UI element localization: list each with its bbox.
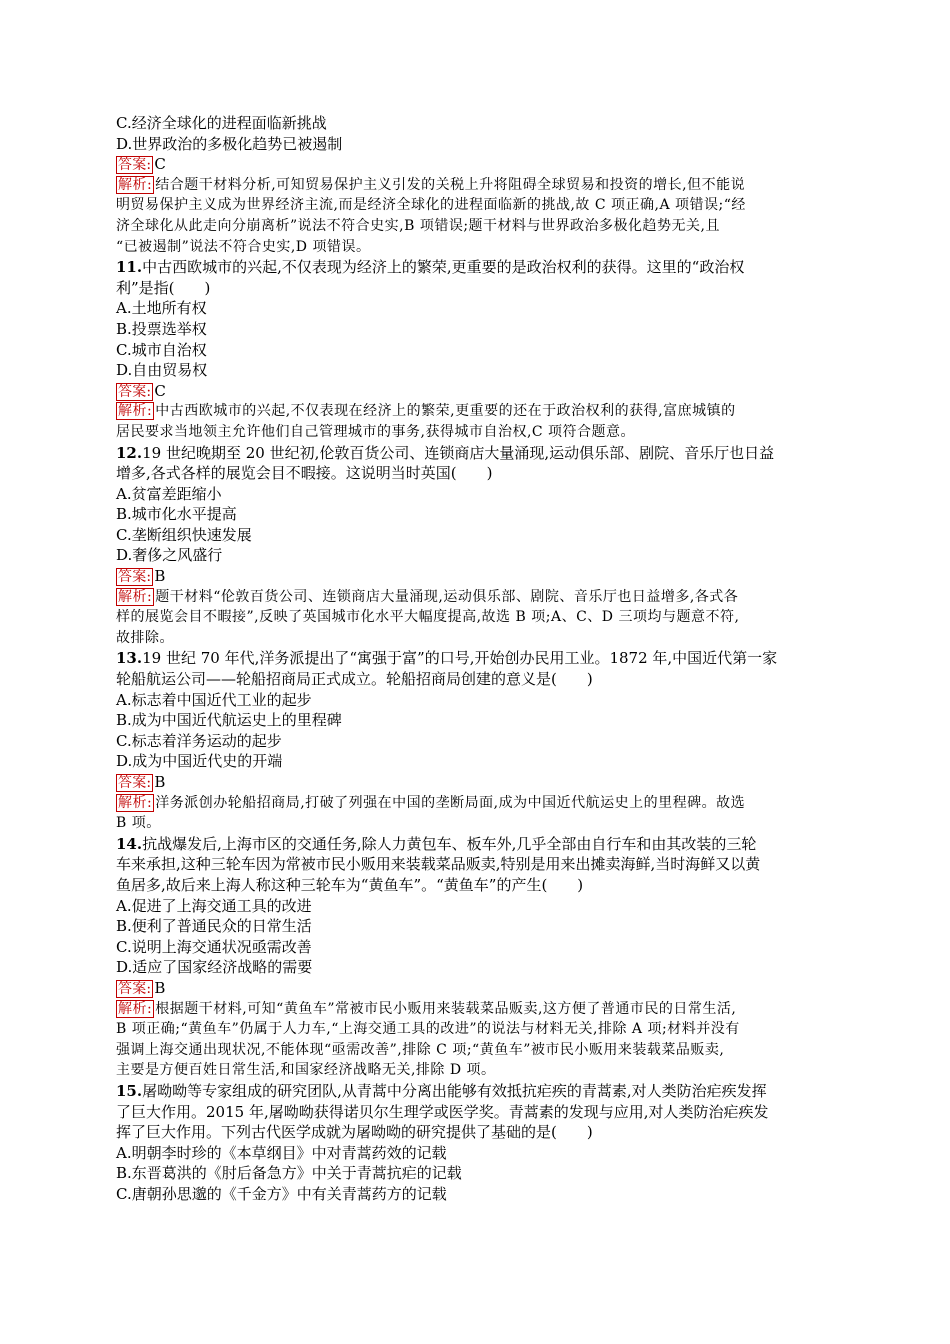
option: C.垄断组织快速发展 — [116, 525, 252, 544]
option: D.适应了国家经济战略的需要 — [116, 958, 313, 977]
analysis-line: B 项。 — [116, 815, 161, 832]
analysis-line: B 项正确;“黄鱼车”仍属于人力车,“上海交通工具的改进”的说法与材料无关,排除 A 项;材料并没有 — [116, 1021, 740, 1038]
option: D.成为中国近代史的开端 — [116, 752, 283, 771]
option: B.投票选举权 — [116, 319, 207, 338]
analysis-line: 明贸易保护主义成为世界经济主流,而是经济全球化的进程面临新的挑战,故 C 项正确,A 项错误;“经 — [116, 197, 746, 214]
answer-value: B — [154, 567, 166, 586]
answer-tag: 答案: — [118, 157, 152, 174]
option: B.东晋葛洪的《肘后备急方》中关于青蒿抗疟的记载 — [116, 1164, 462, 1183]
analysis-tag: 解析: — [118, 1000, 153, 1017]
option: B.城市化水平提高 — [116, 505, 237, 524]
question-stem: 利”是指( ) — [116, 278, 211, 297]
analysis-line: 解析: 洋务派创办轮船招商局,打破了列强在中国的垄断局面,成为中国近代航运史上的里程碑。故选 — [118, 794, 746, 811]
analysis-line: 样的展览会目不暇接”,反映了英国城市化水平大幅度提高,故选 B 项;A、C、D 三项均与题意不符, — [116, 609, 740, 626]
question-number: 15 — [116, 1081, 137, 1100]
question-number: 14 — [116, 834, 137, 853]
answer-value: C — [154, 155, 167, 174]
analysis-line: “已被遏制”说法不符合史实,D 项错误。 — [116, 238, 371, 255]
analysis-line: 居民要求当地领主允许他们自己管理城市的事务,获得城市自治权,C 项符合题意。 — [116, 423, 636, 440]
answer-value: B — [154, 773, 166, 791]
question-number: 12 — [116, 443, 137, 462]
option: A.明朝李时珍的《本草纲目》中对青蒿药效的记载 — [116, 1143, 447, 1162]
question-stem: 增多,各式各样的展览会目不暇接。这说明当时英国( ) — [116, 464, 493, 483]
analysis-line: 主要是方便百姓日常生活,和国家经济战略无关,排除 D 项。 — [116, 1062, 496, 1079]
answer-line — [116, 154, 836, 175]
analysis-line: 解析: 结合题干材料分析,可知贸易保护主义引发的关税上升将阻碍全球贸易和投资的增长,但不能说 — [118, 176, 746, 193]
option: D.奢侈之风盛行 — [116, 546, 223, 565]
answer-line — [116, 381, 836, 402]
option: B.成为中国近代航运史上的里程碑 — [116, 711, 342, 730]
answer-tag: 答案: — [118, 383, 152, 400]
option: A.标志着中国近代工业的起步 — [116, 690, 312, 709]
analysis-tag: 解析: — [118, 588, 153, 605]
analysis-tag: 解析: — [118, 176, 153, 193]
option: A.土地所有权 — [116, 299, 207, 318]
question-stem: 15.屠呦呦等专家组成的研究团队,从青蒿中分离出能够有效抵抗疟疾的青蒿素,对人类防治疟疾发挥 — [116, 1081, 767, 1100]
answer-tag: 答案: — [118, 980, 152, 997]
option: A.促进了上海交通工具的改进 — [116, 896, 312, 915]
analysis — [116, 175, 836, 257]
question-13 — [116, 648, 836, 833]
answer-tag: 答案: — [118, 775, 152, 791]
option: D.世界政治的多极化趋势已被遏制 — [116, 134, 343, 153]
question-stem: 13.19 世纪 70 年代,洋务派提出了“寓强于富”的口号,开始创办民用工业。1872 年,中国近代第一家 — [116, 649, 778, 668]
question-stem: 12.19 世纪晚期至 20 世纪初,伦敦百货公司、连锁商店大量涌现,运动俱乐部、剧院、音乐厅也日益 — [116, 443, 775, 462]
question-stem: 鱼居多,故后来上海人称这种三轮车为“黄鱼车”。“黄鱼车”的产生( ) — [116, 875, 584, 894]
analysis-line: 济全球化从此走向分崩离析”说法不符合史实,B 项错误;题干材料与世界政治多极化趋势无关,且 — [116, 217, 721, 234]
question-stem: 轮船航运公司——轮船招商局正式成立。轮船招商局创建的意义是( ) — [116, 670, 593, 689]
question-11 — [116, 257, 836, 442]
answer-line — [116, 566, 836, 587]
analysis-line: 强调上海交通出现状况,不能体现“亟需改善”,排除 C 项;“黄鱼车”被市民小贩用来装载菜品贩卖, — [116, 1041, 725, 1058]
option: C.经济全球化的进程面临新挑战 — [116, 114, 327, 132]
answer-line — [116, 978, 836, 999]
option: A.贫富差距缩小 — [116, 484, 222, 503]
answer-tag: 答案: — [118, 569, 152, 586]
analysis-line: 解析: 中古西欧城市的兴起,不仅表现在经济上的繁荣,更重要的还在于政治权利的获得,富庶城镇的 — [118, 403, 736, 420]
question-stem: 11.中古西欧城市的兴起,不仅表现为经济上的繁荣,更重要的是政治权利的获得。这里的“政治权 — [116, 258, 745, 277]
question-10-continuation — [116, 113, 836, 257]
question-stem: 挥了巨大作用。下列古代医学成就为屠呦呦的研究提供了基础的是( ) — [116, 1123, 593, 1142]
option: B.便利了普通民众的日常生活 — [116, 917, 312, 936]
analysis-line: 故排除。 — [116, 629, 174, 646]
answer-value: B — [154, 978, 166, 997]
question-15 — [116, 1081, 836, 1205]
analysis-tag: 解析: — [118, 794, 153, 811]
analysis-line: 解析: 题干材料“伦敦百货公司、连锁商店大量涌现,运动俱乐部、剧院、音乐厅也日益增多,各式各 — [118, 588, 739, 605]
question-12 — [116, 443, 836, 649]
answer-value: C — [154, 381, 167, 400]
question-number: 13 — [116, 649, 137, 668]
question-stem: 14.抗战爆发后,上海市区的交通任务,除人力黄包车、板车外,几乎全部由自行车和由其改装的三轮 — [116, 834, 757, 853]
analysis-tag: 解析: — [118, 403, 153, 420]
option: C.说明上海交通状况亟需改善 — [116, 937, 312, 956]
question-number: 11 — [116, 258, 137, 277]
answer-line — [116, 772, 836, 793]
question-stem: 了巨大作用。2015 年,屠呦呦获得诺贝尔生理学或医学奖。青蒿素的发现与应用,对人类防治疟疾发 — [116, 1102, 769, 1121]
option: C.城市自治权 — [116, 340, 207, 359]
question-stem: 车来承担,这种三轮车因为常被市民小贩用来装载菜品贩卖,特别是用来出摊卖海鲜,当时海鲜又以黄 — [116, 855, 761, 874]
option: D.自由贸易权 — [116, 361, 208, 380]
question-14 — [116, 834, 836, 1081]
analysis-line: 解析: 根据题干材料,可知“黄鱼车”常被市民小贩用来装载菜品贩卖,这方便了普通市民的日常生活, — [118, 1000, 737, 1017]
document-page — [116, 113, 836, 1204]
option: C.标志着洋务运动的起步 — [116, 731, 282, 750]
option: C.唐朝孙思邈的《千金方》中有关青蒿药方的记载 — [116, 1184, 447, 1203]
